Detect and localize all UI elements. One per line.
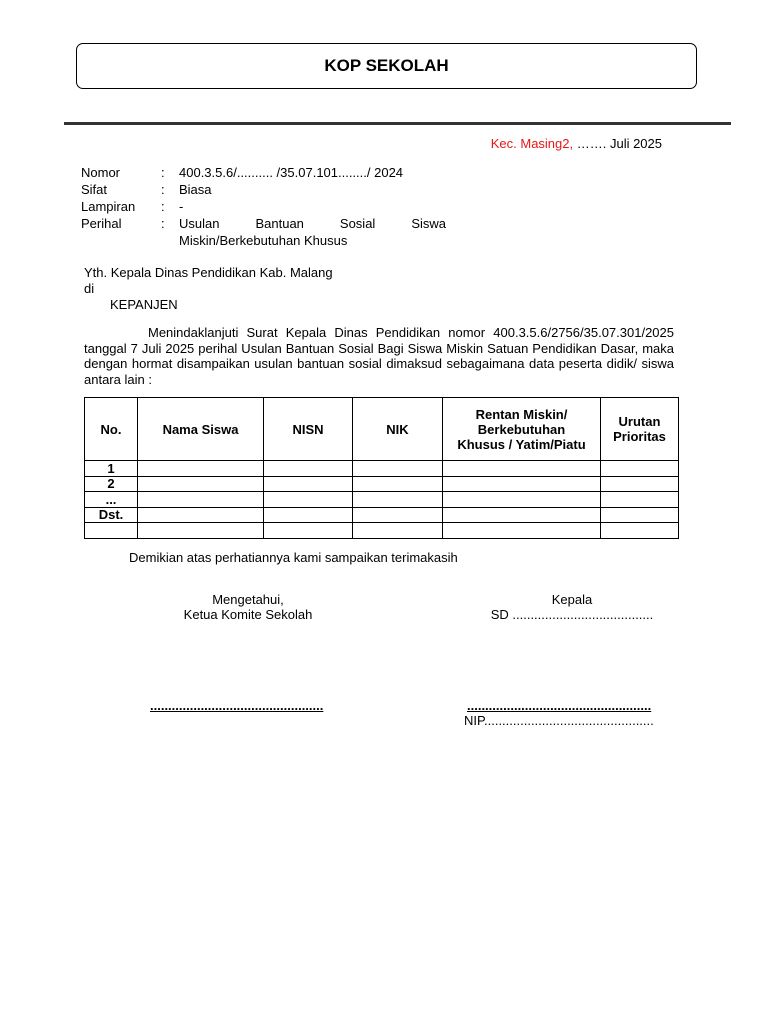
meta-sep: : [161, 216, 165, 231]
recipient-city: KEPANJEN [110, 297, 178, 312]
meta-row-nomor [81, 164, 446, 181]
col-header-urutan: Urutan Prioritas [601, 398, 679, 461]
table-cell [264, 476, 353, 492]
letterhead-title: KOP SEKOLAH [324, 56, 449, 75]
letterhead-box [76, 43, 697, 89]
letter-meta [81, 164, 446, 249]
meta-row-lampiran [81, 198, 446, 215]
table-cell [443, 492, 601, 508]
letter-date [491, 136, 662, 151]
closing-sentence: Demikian atas perhatiannya kami sampaikan terimakasih [129, 550, 458, 565]
table-cell [264, 492, 353, 508]
meta-value: Biasa [179, 182, 212, 197]
col-header-nisn: NISN [264, 398, 353, 461]
meta-row-perihal [81, 215, 446, 249]
signature-committee [148, 592, 348, 622]
table-cell [264, 461, 353, 477]
student-table [84, 397, 679, 539]
col-header-rentan: Rentan Miskin/ Berkebutuhan Khusus / Yatim/Piatu [443, 398, 601, 461]
signature-label: Mengetahui, [212, 592, 284, 607]
meta-sep: : [161, 182, 165, 197]
meta-key: Nomor [81, 165, 121, 180]
table-cell: 2 [85, 476, 138, 492]
perihal-line2: Miskin/Berkebutuhan Khusus [179, 233, 348, 248]
table-cell [601, 523, 679, 539]
meta-value: - [179, 199, 184, 214]
table-row [85, 476, 679, 492]
header-divider [64, 122, 731, 125]
date-place: Kec. Masing2, [490, 136, 574, 151]
table-cell [138, 461, 264, 477]
table-cell [443, 476, 601, 492]
signature-name-principal: ................................................... [467, 698, 652, 713]
table-row [85, 492, 679, 508]
table-cell [353, 507, 443, 523]
meta-value: 400.3.5.6/.......... /35.07.101......../ 2024 [179, 165, 404, 180]
table-row [85, 507, 679, 523]
meta-sep: : [161, 199, 165, 214]
col-header-nik: NIK [353, 398, 443, 461]
col-header-nama: Nama Siswa [138, 398, 264, 461]
table-cell [264, 523, 353, 539]
perihal-line1: Usulan Bantuan Sosial Siswa [179, 216, 446, 231]
signature-principal [472, 592, 672, 622]
table-cell [353, 461, 443, 477]
table-cell [264, 507, 353, 523]
meta-sep: : [161, 165, 165, 180]
table-cell [353, 492, 443, 508]
table-cell: 1 [85, 461, 138, 477]
meta-row-sifat [81, 181, 446, 198]
table-cell [138, 492, 264, 508]
table-cell [353, 523, 443, 539]
signature-role: Ketua Komite Sekolah [183, 607, 313, 622]
recipient-line: di [84, 281, 95, 296]
meta-value [179, 215, 446, 249]
table-cell [443, 461, 601, 477]
table-row [85, 461, 679, 477]
body-paragraph: Menindaklanjuti Surat Kepala Dinas Pendidikan nomor 400.3.5.6/2756/35.07.301/2025 tanggal 7 Juli 2025 perihal Usulan Bantuan Sosial Bagi Siswa Miskin Satuan Pendidikan Dasar, maka dengan hormat disampaikan usulan bantuan sosial dimaksud sebagaimana data peserta didik/ siswa antara lain : [84, 325, 674, 387]
table-cell [443, 507, 601, 523]
table-cell [138, 507, 264, 523]
table-cell [443, 523, 601, 539]
signature-nip: NIP............................................... [464, 713, 654, 728]
recipient-line: Yth. Kepala Dinas Pendidikan Kab. Malang [84, 265, 333, 280]
signature-role: SD ....................................... [490, 607, 654, 622]
meta-key: Sifat [81, 182, 108, 197]
recipient-address [84, 265, 333, 313]
signature-label: Kepala [551, 592, 593, 607]
col-header-no: No. [85, 398, 138, 461]
table-cell [601, 476, 679, 492]
table-cell: Dst. [85, 507, 138, 523]
meta-key: Perihal [81, 216, 122, 231]
table-cell [138, 523, 264, 539]
table-cell [85, 523, 138, 539]
signature-name-committee: ................................................ [150, 698, 324, 713]
table-cell [601, 492, 679, 508]
date-rest: ……. Juli 2025 [576, 136, 662, 151]
table-cell [601, 461, 679, 477]
table-row [85, 523, 679, 539]
table-cell [353, 476, 443, 492]
table-cell [138, 476, 264, 492]
meta-key: Lampiran [81, 199, 136, 214]
table-cell [601, 507, 679, 523]
table-cell: ... [85, 492, 138, 508]
table-header-row [85, 398, 679, 461]
